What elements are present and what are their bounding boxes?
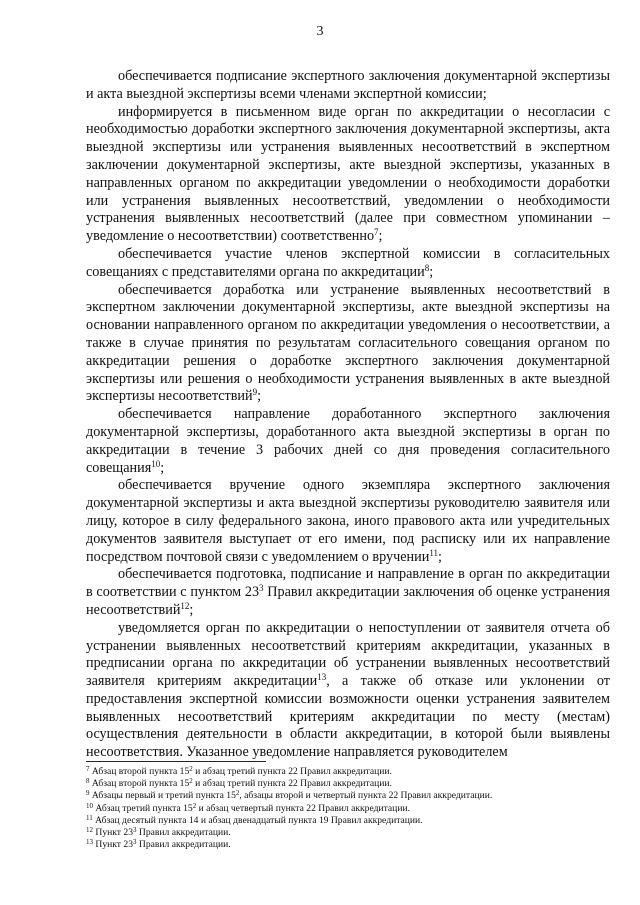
paragraph-2: информируется в письменном виде орган по аккредитации о несогласии с необходимостью доработки экспертного заключения документарной экспертизы, акта выездной экспертизы или устранения выявленных несоответствий в экспертном заключении документарной экспертизы, акте выездной экспертизы, указанных в направленных органом по аккредитации уведомлении о необходимости доработки или устранения выявленных несоответствий, уведомлении о необходимости устранения выявленных несоответствий (далее при совместном упоминании – уведомление о несоответствии) соответственно$^7$; <box>86 103 610 245</box>
footnote-ref: 13 <box>317 672 327 683</box>
paragraph-8: уведомляется орган по аккредитации о непоступлении от заявителя отчета об устранении выявленных несоответствий критериям аккредитации, указанных в предписании органа по аккредитации об устранении выявленных несоответствий заявителя критериям аккредитации$^{13}$, а также об отказе или уклонении от предоставления экспертной комиссии возможности оценки устранения заявителем выявленных несоответствий критериям аккредитации по месту (местам) осуществления деятельности в области аккредитации, в которой были выявлены несоответствия. Указанное уведомление направляется руководителем <box>86 619 610 761</box>
paragraph-text: обеспечивается доработка или устранение выявленных несоответствий в экспертном заключении документарной экспертизы, акте выездной экспертизы на основании направленного органом по аккредитации уведомления о несоответствии, а также в случае принятия по результатам согласительного совещания органом по аккредитации решения о доработке экспертного заключения документарной экспертизы или решения о необходимости устранения выявленных в акте выездной экспертизы несоответствий <box>86 281 610 405</box>
paragraph-4: обеспечивается доработка или устранение выявленных несоответствий в экспертном заключении документарной экспертизы, акте выездной экспертизы на основании направленного органом по аккредитации уведомления о несоответствии, а также в случае принятия по результатам согласительного совещания органом по аккредитации решения о доработке экспертного заключения документарной экспертизы или решения о необходимости устранения выявленных в акте выездной экспертизы несоответствий$^9$; <box>86 281 610 405</box>
footnote-ref: 9 <box>252 387 258 398</box>
footnote: $^{12}$ Пункт $23^3$ Правил аккредитации. <box>86 826 231 839</box>
footnote-separator <box>86 761 266 762</box>
footnote-ref: 7 <box>374 227 379 238</box>
paragraph-1 <box>86 68 610 104</box>
document-body <box>86 68 610 762</box>
footnote: $^{13}$ Пункт $23^3$ Правил аккредитации. <box>86 838 231 851</box>
page-number: 3 <box>316 24 324 39</box>
paragraph-text: обеспечивается подписание экспертного заключения документарной экспертизы и акта выездной экспертизы всеми членами экспертной комиссии; <box>86 68 610 102</box>
paragraph-3: обеспечивается участие членов экспертной комиссии в согласительных совещаниях с представителями органа по аккредитации$^8$; <box>86 245 610 280</box>
paragraph-text: обеспечивается вручение одного экземпляра экспертного заключения документарной экспертизы и акта выездной экспертизы руководителю заявителя или лицу, которое в силу федерального закона, иного правового акта или учредительных документов заявителя выступает от его имени, под расписку или их направление посредством почтовой связи с уведомлением о вручении <box>86 477 610 565</box>
footnote: $^8$ Абзац второй пункта $15^2$ и абзац третий пункта 22 Правил аккредитации. <box>86 777 392 790</box>
paragraph-text: обеспечивается подготовка, подписание и направление в орган по аккредитации в соответствии с пунктом 23 <box>86 566 610 601</box>
footnote-ref: 12 <box>180 600 190 611</box>
footnote: $^{11}$ Абзац десятый пункта 14 и абзац двенадцатый пункта 19 Правил аккредитации. <box>86 813 423 826</box>
paragraph-text: информируется в письменном виде орган по аккредитации о несогласии с необходимостью доработки экспертного заключения документарной экспертизы, акта выездной экспертизы или устранения выявленных несоответствий в экспертном заключении документарной экспертизы, акте выездной экспертизы, указанных в направленных органом по аккредитации уведомлении о необходимости доработки или устранения выявленных несоответствий, уведомлении о необходимости устранения выявленных несоответствий (далее при совместном упоминании – уведомление о несоответствии) соответственно <box>86 103 610 245</box>
footnote-ref: 8 <box>424 262 430 273</box>
paragraph-7: обеспечивается подготовка, подписание и направление в орган по аккредитации в соответствии с пунктом $23^3$ Правил аккредитации заключения об оценке устранения несоответствий$^{12}$; <box>86 566 610 618</box>
footnotes <box>86 766 610 851</box>
footnote: $^7$ Абзац второй пункта $15^2$ и абзац третий пункта 22 Правил аккредитации. <box>86 765 392 777</box>
paragraph-5: обеспечивается направление доработанного экспертного заключения документарной экспертизы, доработанного акта выездной экспертизы в орган по аккредитации в течение 3 рабочих дней со дня проведения согласительного совещания$^{10}$; <box>86 406 610 476</box>
footnote-ref: 11 <box>429 547 438 558</box>
footnote-ref: 10 <box>151 458 161 469</box>
paragraph-text: уведомляется орган по аккредитации о непоступлении от заявителя отчета об устранении выявленных несоответствий критериям аккредитации, указанных в предписании органа по аккредитации об устранении выявленных несоответствий заявителя критериям аккредитации <box>86 619 610 690</box>
footnote: $^9$ Абзацы первый и третий пункта $15^2$, абзацы второй и четвертый пункта 22 Правил аккредитации. <box>86 789 493 802</box>
paragraph-text: обеспечивается направление доработанного экспертного заключения документарной экспертизы, доработанного акта выездной экспертизы в орган по аккредитации в течение 3 рабочих дней со дня проведения согласительного совещания <box>86 406 610 476</box>
paragraph-text: обеспечивается участие членов экспертной комиссии в согласительных совещаниях с представителями органа по аккредитации <box>86 245 610 280</box>
paragraph-6: обеспечивается вручение одного экземпляра экспертного заключения документарной экспертизы и акта выездной экспертизы руководителю заявителя или лицу, которое в силу федерального закона, иного правового акта или учредительных документов заявителя выступает от его имени, под расписку или их направление посредством почтовой связи с уведомлением о вручении$^{11}$; <box>86 477 610 565</box>
footnote: $^{10}$ Абзац третий пункта $15^2$ и абзац четвертый пункта 22 Правил аккредитации. <box>86 801 410 814</box>
